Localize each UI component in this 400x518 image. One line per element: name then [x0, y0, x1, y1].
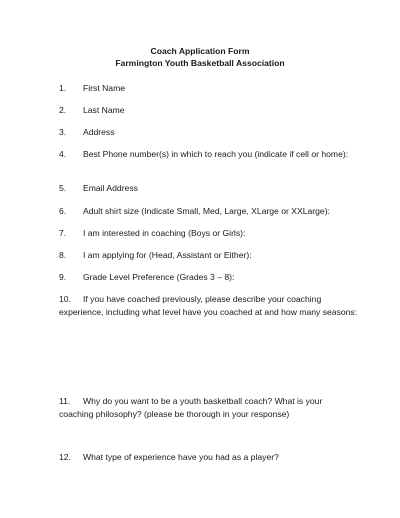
question-6 [59, 205, 359, 218]
question-number: 9. [59, 272, 67, 282]
question-11 [59, 395, 359, 421]
question-number: 4. [59, 149, 67, 159]
question-number: 1. [59, 83, 67, 93]
question-text: Best Phone number(s) in which to reach you (indicate if cell or home): [83, 149, 349, 159]
question-text: First Name [83, 83, 126, 93]
question-number: 12. [59, 452, 71, 462]
question-number: 3. [59, 127, 67, 137]
question-8 [59, 249, 359, 262]
question-number: 7. [59, 228, 67, 238]
question-text: I am applying for (Head, Assistant or Either): [83, 250, 252, 260]
question-text: Adult shirt size (Indicate Small, Med, Large, XLarge or XXLarge): [83, 206, 330, 216]
question-number: 2. [59, 105, 67, 115]
question-number: 6. [59, 206, 67, 216]
question-text: Email Address [83, 183, 138, 193]
question-7 [59, 227, 359, 240]
question-number: 10. [59, 294, 71, 304]
question-text: Why do you want to be a youth basketball coach? What is your coaching philosophy? (please be thorough in your response) [59, 396, 323, 419]
question-number: 11. [59, 396, 71, 406]
question-number: 5. [59, 183, 67, 193]
question-text: What type of experience have you had as a player? [83, 452, 279, 462]
question-number: 8. [59, 250, 67, 260]
form-subtitle: Farmington Youth Basketball Association [115, 58, 285, 68]
question-1 [59, 82, 359, 95]
question-text: If you have coached previously, please describe your coaching experience, including what level have you coached at and how many seasons: [59, 294, 358, 317]
question-2 [59, 104, 359, 117]
question-12 [59, 451, 359, 464]
question-10 [59, 293, 359, 319]
form-title: Coach Application Form [150, 46, 250, 56]
question-5 [59, 182, 359, 195]
question-text: Address [83, 127, 115, 137]
question-text: Grade Level Preference (Grades 3 – 8): [83, 272, 235, 282]
question-3 [59, 126, 359, 139]
question-text: I am interested in coaching (Boys or Girls): [83, 228, 246, 238]
question-4 [59, 148, 359, 161]
question-9 [59, 271, 359, 284]
question-text: Last Name [83, 105, 125, 115]
